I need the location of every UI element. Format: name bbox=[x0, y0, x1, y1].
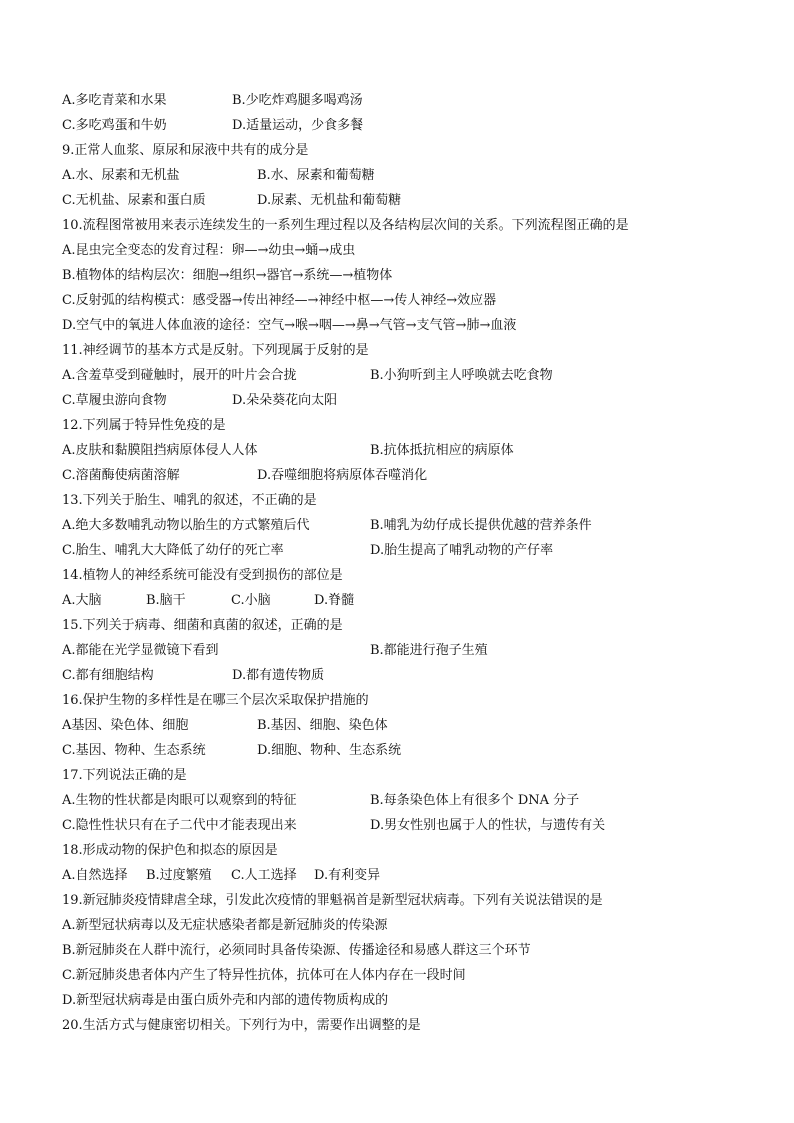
question-line: 18.形成动物的保护色和拟态的原因是 bbox=[62, 843, 278, 858]
question-list bbox=[62, 88, 762, 1038]
question-line: 13.下列关于胎生、哺乳的叙述，不正确的是 bbox=[62, 493, 317, 508]
option-b: B.每条染色体上有很多个 DNA 分子 bbox=[370, 793, 580, 808]
option-row bbox=[62, 713, 762, 738]
option-row bbox=[62, 438, 762, 463]
option-a: C.都有细胞结构 bbox=[62, 668, 154, 683]
option-row bbox=[62, 588, 762, 613]
option-row bbox=[62, 813, 762, 838]
option-row bbox=[62, 163, 762, 188]
option-b: B.小狗听到主人呼唤就去吃食物 bbox=[370, 368, 553, 383]
question-line: D.空气中的氧进人体血液的途径：空气→喉→咽—→鼻→气管→支气管→肺→血液 bbox=[62, 318, 517, 333]
question-line: C.反射弧的结构模式：感受器→传出神经—→神经中枢—→传人神经→效应器 bbox=[62, 293, 497, 308]
option-d: D.脊髓 bbox=[314, 593, 355, 608]
option-b: D.男女性别也属于人的性状，与遗传有关 bbox=[370, 818, 606, 833]
option-b: B.哺乳为幼仔成长提供优越的营养条件 bbox=[370, 518, 592, 533]
option-a: A.多吃青菜和水果 bbox=[62, 93, 167, 108]
option-a: C.胎生、哺乳大大降低了幼仔的死亡率 bbox=[62, 543, 284, 558]
question-line: 12.下列属于特异性免疫的是 bbox=[62, 418, 226, 433]
option-b: B.过度繁殖 bbox=[146, 868, 212, 883]
option-a: A.都能在光学显微镜下看到 bbox=[62, 643, 219, 658]
option-b: D.吞噬细胞将病原体吞噬消化 bbox=[257, 468, 428, 483]
question-line: C.新冠肺炎患者体内产生了特异性抗体，抗体可在人体内存在一段时间 bbox=[62, 968, 466, 983]
option-row bbox=[62, 188, 762, 213]
option-a: C.草履虫游向食物 bbox=[62, 393, 167, 408]
option-row bbox=[62, 538, 762, 563]
question-line: 15.下列关于病毒、细菌和真菌的叙述，正确的是 bbox=[62, 618, 343, 633]
question-line: 9.正常人血浆、原尿和尿液中共有的成分是 bbox=[62, 143, 309, 158]
option-row bbox=[62, 863, 762, 888]
option-b: D.尿素、无机盐和葡萄糖 bbox=[257, 193, 402, 208]
question-line: 16.保护生物的多样性是在哪三个层次采取保护措施的 bbox=[62, 693, 369, 708]
question-line: A.新型冠状病毒以及无症状感染者都是新冠肺炎的传染源 bbox=[62, 918, 388, 933]
option-row bbox=[62, 638, 762, 663]
option-b: D.朵朵葵花向太阳 bbox=[232, 393, 338, 408]
question-line: 14.植物人的神经系统可能没有受到损伤的部位是 bbox=[62, 568, 343, 583]
option-a: A.生物的性状都是肉眼可以观察到的特征 bbox=[62, 793, 297, 808]
option-a: C.基因、物种、生态系统 bbox=[62, 743, 206, 758]
option-a: C.多吃鸡蛋和牛奶 bbox=[62, 118, 167, 133]
option-b: B.基因、细胞、染色体 bbox=[257, 718, 388, 733]
option-a: C.无机盐、尿素和蛋白质 bbox=[62, 193, 206, 208]
option-a: C.隐性性状只有在子二代中才能表现出来 bbox=[62, 818, 297, 833]
option-b: B.脑干 bbox=[146, 593, 186, 608]
option-b: B.少吃炸鸡腿多喝鸡汤 bbox=[232, 93, 363, 108]
option-a: A.含羞草受到碰触时，展开的叶片会合拢 bbox=[62, 368, 297, 383]
question-line: D.新型冠状病毒是由蛋白质外壳和内部的遗传物质构成的 bbox=[62, 993, 389, 1008]
question-line: A.昆虫完全变态的发育过程：卵—→幼虫→蛹→成虫 bbox=[62, 243, 356, 258]
option-row bbox=[62, 113, 762, 138]
question-line: 19.新冠肺炎疫情肆虐全球，引发此次疫情的罪魁祸首是新型冠状病毒。下列有关说法错误的是 bbox=[62, 893, 603, 908]
question-line: 20.生活方式与健康密切相关。下列行为中，需要作出调整的是 bbox=[62, 1018, 421, 1033]
question-line: B.新冠肺炎在人群中流行，必须同时具备传染源、传播途径和易感人群这三个环节 bbox=[62, 943, 531, 958]
option-a: C.溶菌酶使病菌溶解 bbox=[62, 468, 180, 483]
question-line: 17.下列说法正确的是 bbox=[62, 768, 187, 783]
question-line: 10.流程图常被用来表示连续发生的一系列生理过程以及各结构层次间的关系。下列流程图正确的是 bbox=[62, 218, 629, 233]
option-c: C.小脑 bbox=[231, 593, 271, 608]
option-row bbox=[62, 363, 762, 388]
option-row bbox=[62, 88, 762, 113]
option-b: D.都有遗传物质 bbox=[232, 668, 325, 683]
option-row bbox=[62, 463, 762, 488]
option-a: A.自然选择 bbox=[62, 868, 128, 883]
option-b: B.都能进行孢子生殖 bbox=[370, 643, 488, 658]
option-b: D.适量运动，少食多餐 bbox=[232, 118, 364, 133]
option-a: A.水、尿素和无机盐 bbox=[62, 168, 180, 183]
option-a: A.大脑 bbox=[62, 593, 102, 608]
option-a: A.皮肤和黏膜阻挡病原体侵人人体 bbox=[62, 443, 258, 458]
option-row bbox=[62, 663, 762, 688]
option-row bbox=[62, 788, 762, 813]
option-d: D.有利变异 bbox=[314, 868, 381, 883]
option-row bbox=[62, 513, 762, 538]
option-row bbox=[62, 738, 762, 763]
option-b: B.抗体抵抗相应的病原体 bbox=[370, 443, 514, 458]
option-a: A基因、染色体、细胞 bbox=[62, 718, 189, 733]
option-a: A.绝大多数哺乳动物以胎生的方式繁殖后代 bbox=[62, 518, 310, 533]
option-b: B.水、尿素和葡萄糖 bbox=[257, 168, 375, 183]
option-b: D.胎生提高了哺乳动物的产仔率 bbox=[370, 543, 554, 558]
option-b: D.细胞、物种、生态系统 bbox=[257, 743, 402, 758]
question-line: B.植物体的结构层次：细胞→组织→器官→系统—→植物体 bbox=[62, 268, 393, 283]
option-row bbox=[62, 388, 762, 413]
question-line: 11.神经调节的基本方式是反射。下列现属于反射的是 bbox=[62, 343, 369, 358]
option-c: C.人工选择 bbox=[231, 868, 297, 883]
